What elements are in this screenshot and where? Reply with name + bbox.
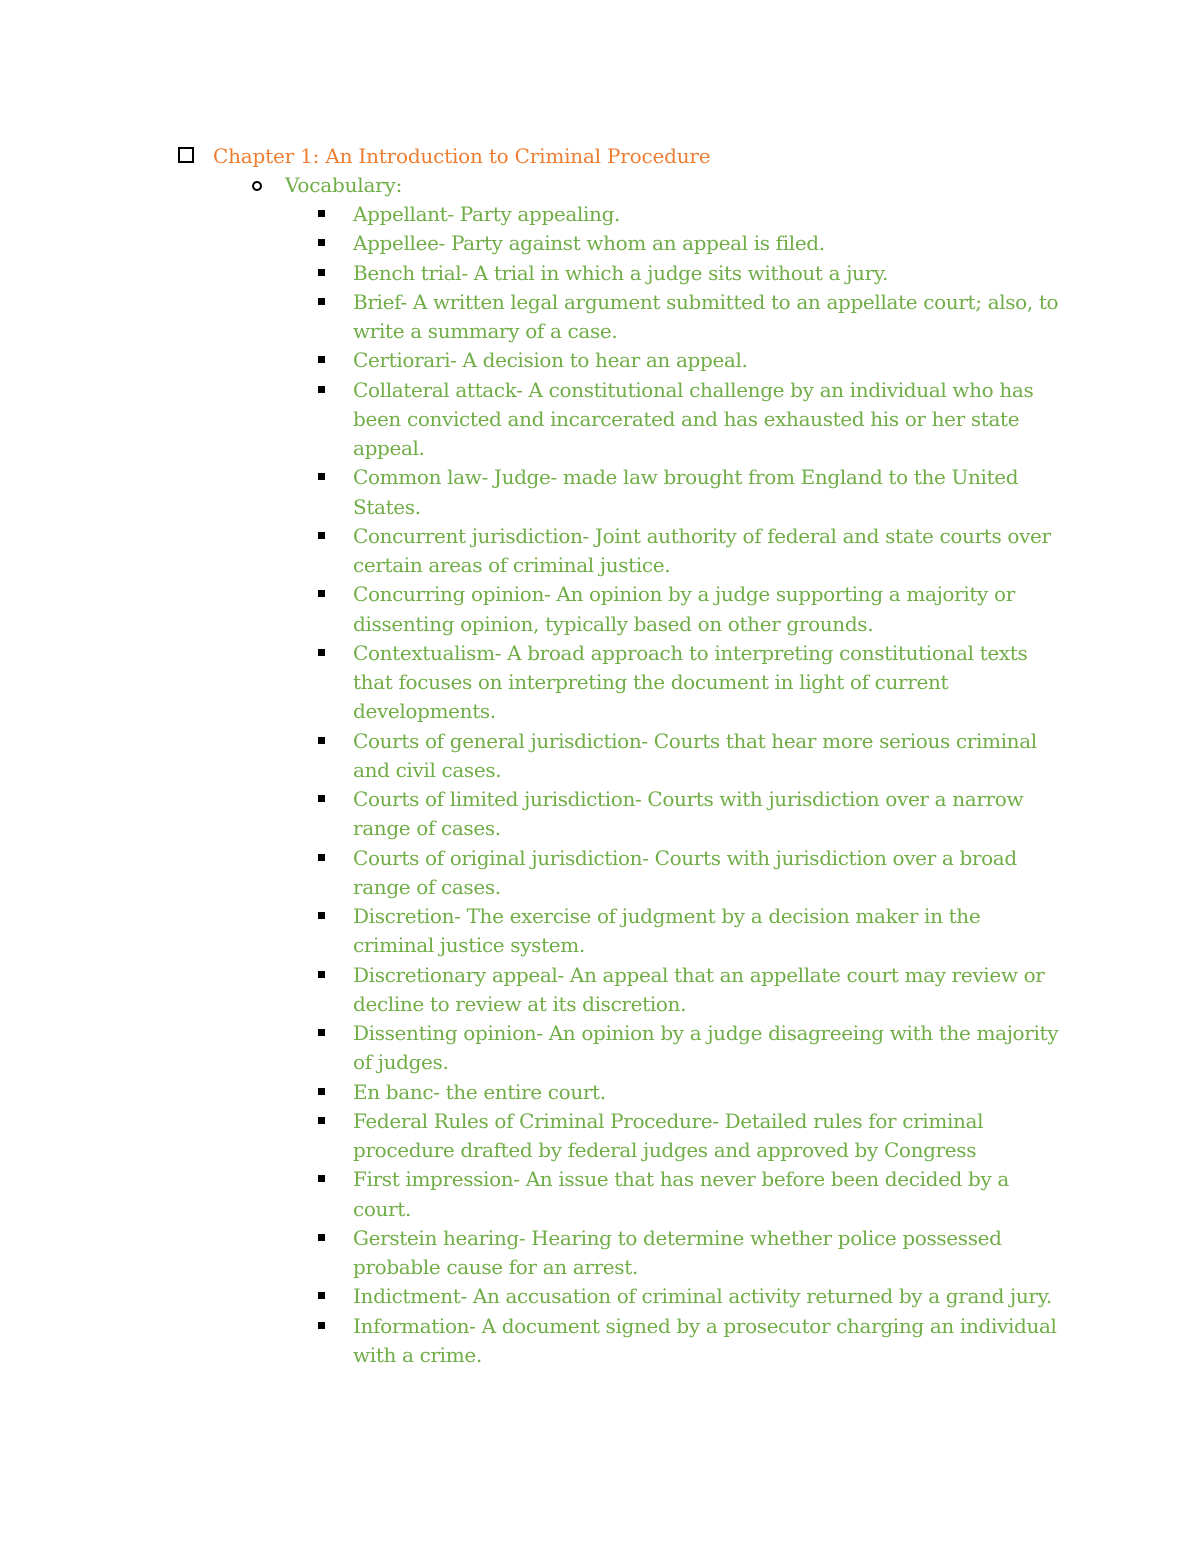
list-item	[318, 961, 1078, 1020]
vocabulary-entry: Certiorari- A decision to hear an appeal.	[353, 348, 748, 373]
vocabulary-entry: Federal Rules of Criminal Procedure- Detailed rules for criminal procedure drafted by federal judges and approved by Congress	[353, 1108, 984, 1162]
section-label: Vocabulary:	[285, 173, 403, 197]
list-item	[318, 1165, 1078, 1224]
square-bullet-icon	[318, 356, 325, 363]
list-item	[318, 346, 1078, 375]
chapter-heading	[178, 142, 1078, 171]
vocabulary-entry: Dissenting opinion- An opinion by a judge disagreeing with the majority of judges.	[353, 1021, 1059, 1075]
square-bullet-icon	[318, 795, 325, 802]
list-item	[318, 639, 1078, 727]
square-bullet-icon	[318, 1029, 325, 1036]
circle-icon	[252, 181, 262, 191]
vocabulary-entry: Contextualism- A broad approach to interpreting constitutional texts that focuses on interpreting the document in light of current developments.	[353, 640, 1028, 724]
list-item	[318, 580, 1078, 639]
vocabulary-entry: Appellee- Party against whom an appeal is filed.	[353, 231, 825, 256]
square-bullet-icon	[318, 737, 325, 744]
list-item	[318, 463, 1078, 522]
square-bullet-icon	[318, 386, 325, 393]
square-bullet-icon	[318, 269, 325, 276]
checkbox-icon	[178, 147, 194, 163]
vocabulary-entry: Discretion- The exercise of judgment by a decision maker in the criminal justice system.	[353, 904, 981, 958]
square-bullet-icon	[318, 298, 325, 305]
vocabulary-entry: Common law- Judge- made law brought from England to the United States.	[353, 465, 1019, 519]
vocabulary-entry: Appellant- Party appealing.	[353, 202, 621, 226]
vocabulary-entry: Indictment- An accusation of criminal activity returned by a grand jury.	[353, 1284, 1052, 1309]
square-bullet-icon	[318, 854, 325, 861]
list-item	[318, 522, 1078, 581]
list-item	[318, 1312, 1078, 1371]
vocabulary-entry: Concurrent jurisdiction- Joint authority of federal and state courts over certain areas of criminal justice.	[353, 523, 1051, 577]
vocabulary-entry: First impression- An issue that has never before been decided by a court.	[353, 1167, 1009, 1221]
vocabulary-entry: Bench trial- A trial in which a judge sits without a jury.	[353, 260, 889, 285]
square-bullet-icon	[318, 1117, 325, 1124]
list-item	[318, 376, 1078, 464]
square-bullet-icon	[318, 649, 325, 656]
square-bullet-icon	[318, 239, 325, 246]
square-bullet-icon	[318, 210, 325, 217]
square-bullet-icon	[318, 912, 325, 919]
list-item	[318, 229, 1078, 258]
list-item	[318, 200, 1078, 229]
vocabulary-entry: Collateral attack- A constitutional challenge by an individual who has been convicted and incarcerated and has exhausted his or her state appeal.	[353, 377, 1034, 460]
list-item	[318, 844, 1078, 903]
vocabulary-list	[318, 200, 1078, 1370]
square-bullet-icon	[318, 1175, 325, 1182]
square-bullet-icon	[318, 532, 325, 539]
list-item	[318, 902, 1078, 961]
section-heading-row	[250, 171, 1100, 200]
vocabulary-entry: Courts of original jurisdiction- Courts with jurisdiction over a broad range of cases.	[353, 845, 1017, 899]
list-item	[318, 259, 1078, 288]
vocabulary-entry: En banc- the entire court.	[353, 1079, 606, 1104]
list-item	[318, 1282, 1078, 1311]
vocabulary-entry: Brief- A written legal argument submitted to an appellate court; also, to write a summary of a case.	[353, 289, 1059, 343]
vocabulary-entry: Courts of limited jurisdiction- Courts with jurisdiction over a narrow range of cases.	[353, 787, 1024, 841]
square-bullet-icon	[318, 590, 325, 597]
square-bullet-icon	[318, 1234, 325, 1241]
list-item	[318, 727, 1078, 786]
vocabulary-entry: Gerstein hearing- Hearing to determine whether police possessed probable cause for an arrest.	[353, 1225, 1002, 1279]
vocabulary-entry: Information- A document signed by a prosecutor charging an individual with a crime.	[353, 1313, 1057, 1367]
list-item	[318, 1107, 1078, 1166]
list-item	[318, 1224, 1078, 1283]
chapter-title: Chapter 1: An Introduction to Criminal Procedure	[213, 144, 711, 168]
list-item	[318, 288, 1078, 347]
chapter-heading-row	[178, 142, 1078, 171]
square-bullet-icon	[318, 971, 325, 978]
section-heading	[250, 171, 1100, 200]
vocabulary-entry: Concurring opinion- An opinion by a judge supporting a majority or dissenting opinion, typically based on other grounds.	[353, 582, 1015, 636]
vocabulary-entry: Discretionary appeal- An appeal that an appellate court may review or decline to review at its discretion.	[353, 962, 1045, 1016]
square-bullet-icon	[318, 473, 325, 480]
square-bullet-icon	[318, 1322, 325, 1329]
vocabulary-entry: Courts of general jurisdiction- Courts that hear more serious criminal and civil cases.	[353, 728, 1037, 782]
list-item	[318, 785, 1078, 844]
list-item	[318, 1019, 1078, 1078]
square-bullet-icon	[318, 1088, 325, 1095]
square-bullet-icon	[318, 1292, 325, 1299]
list-item	[318, 1078, 1078, 1107]
